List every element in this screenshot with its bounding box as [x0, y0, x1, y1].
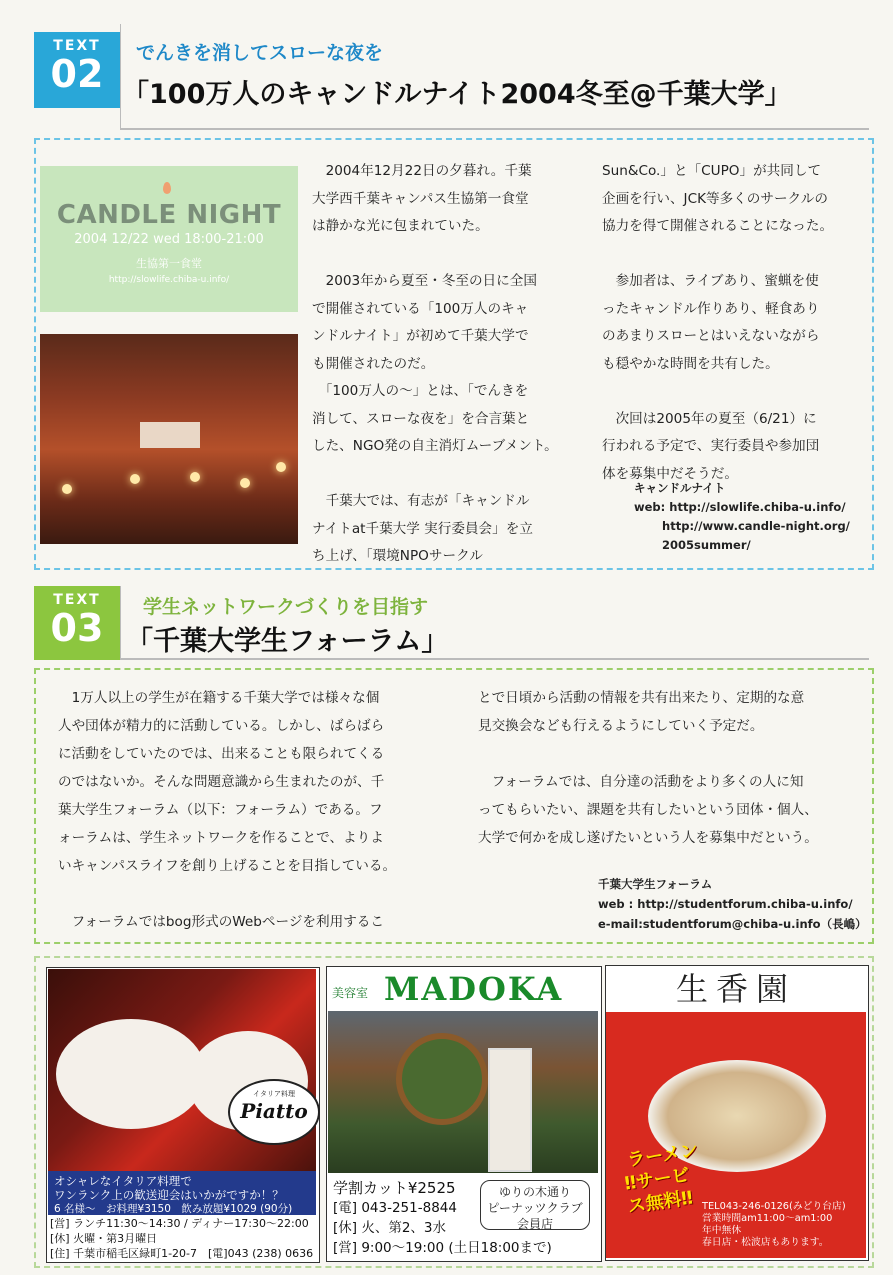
info-line: [営] 9:00〜19:00 (土日18:00まで) — [333, 1240, 552, 1256]
madoka-member-badge — [480, 1180, 590, 1230]
paragraph-line — [602, 241, 833, 269]
ramen-shop-name: 生香園 — [606, 966, 866, 1012]
text03-info-line[interactable]: e-mail:studentforum@chiba-u.info（長嶋） — [598, 917, 867, 931]
paragraph-line: ンドルナイト」が初めて千葉大学で — [312, 328, 529, 344]
plate-image — [56, 1019, 206, 1129]
paragraph-line: フォーラムではbog形式のWebページを利用するこ — [58, 914, 384, 930]
candle-light — [276, 462, 286, 472]
paragraph-line: 「100万人の〜」とは、「でんきを — [312, 383, 529, 399]
paragraph-line: 行われる予定で、実行委員や参加団 — [602, 438, 820, 454]
paragraph-line: 企画を行い、JCK等多くのサークルの — [602, 190, 828, 207]
flame-icon — [163, 182, 171, 194]
piatto-photo — [48, 969, 316, 1171]
candle-light — [240, 478, 250, 488]
text02-info-title: キャンドルナイト — [634, 481, 726, 495]
text03-title: 「千葉大学生フォーラム」 — [126, 626, 449, 657]
piatto-logo: Piatto — [240, 1099, 308, 1123]
text02-tag-label: TEXT — [53, 38, 101, 54]
paragraph-line: も開催されたのだ。 — [312, 355, 435, 372]
ramen-promo — [620, 1139, 706, 1218]
paragraph-line: 見交換会なども行えるようにしていく予定だ。 — [478, 718, 764, 734]
text03-info-line[interactable]: web : http://studentforum.chiba-u.info/ — [598, 897, 853, 911]
badge-line: 会員店 — [516, 1217, 553, 1231]
piatto-logo-badge — [228, 1079, 320, 1145]
paragraph-line: ったキャンドル作りあり、軽食あり — [602, 300, 820, 317]
paragraph-line: とで日頃から活動の情報を共有出来たり、定期的な意 — [478, 690, 805, 706]
paragraph-line: も穏やかな時間を共有した。 — [602, 355, 779, 372]
info-line: [休] 火、第2、3水 — [333, 1220, 447, 1236]
text03-subtitle: 学生ネットワークづくりを目指す — [143, 596, 429, 618]
paragraph-line — [312, 461, 558, 489]
candle-light — [62, 484, 72, 494]
paragraph-line: 大学西千葉キャンパス生協第一食堂 — [312, 190, 529, 207]
shop-sign — [396, 1033, 488, 1125]
paragraph-line: ち上げ、「環境NPOサークル — [312, 548, 483, 564]
badge-line: ゆりの木通り — [498, 1185, 571, 1199]
paragraph-line: に活動をしていたのでは、出来ることも限られてくる — [58, 746, 385, 762]
promo-line: オシャレなイタリア料理で — [54, 1174, 192, 1188]
info-line: 学割カット¥2525 — [333, 1179, 456, 1197]
text02-column-1 — [312, 158, 558, 571]
madoka-prefix: 美容室 — [332, 986, 369, 1000]
paragraph-line: 2004年12月22日の夕暮れ。千葉 — [312, 163, 532, 179]
text02-info — [634, 479, 850, 555]
info-line: 春日店・松波店もあります。 — [702, 1237, 829, 1248]
projector-screen — [140, 422, 200, 448]
paragraph-line — [602, 378, 833, 406]
text02-info-line[interactable]: http://www.candle-night.org/ — [634, 519, 850, 533]
paragraph-line: いキャンパスライフを創り上げることを目指している。 — [58, 858, 397, 874]
paragraph-line: 2003年から夏至・冬至の日に全国 — [312, 273, 537, 289]
text03-tag-label: TEXT — [53, 592, 101, 608]
text03-info-title: 千葉大学生フォーラム — [598, 877, 713, 891]
text03-info — [598, 874, 867, 934]
info-line: [電] 043-251-8844 — [333, 1200, 457, 1216]
paragraph-line: 千葉大では、有志が「キャンドル — [312, 493, 530, 509]
paragraph-line: 次回は2005年の夏至（6/21）に — [602, 410, 817, 427]
text02-tag — [34, 32, 120, 108]
text03-tag-number: 03 — [50, 606, 104, 650]
paragraph-line: フォーラムでは、自分達の活動をより多くの人に知 — [478, 774, 804, 790]
paragraph-line: 人や団体が精力的に活動している。しかし、ばらばら — [58, 718, 385, 734]
paragraph-line: した、NGO発の自主消灯ムーブメント。 — [312, 438, 558, 454]
text02-column-2 — [602, 158, 833, 488]
paragraph-line: のではないか。そんな問題意識から生まれたのが、千 — [58, 774, 385, 790]
text02-info-line[interactable]: 2005summer/ — [634, 538, 751, 552]
paragraph-line: 参加者は、ライブあり、蜜蝋を使 — [602, 273, 819, 289]
candle-night-place: 生協第一食堂 — [136, 257, 202, 270]
paragraph-line: 協力を得て開催されることになった。 — [602, 218, 834, 234]
info-line: 営業時間am11:00〜am1:00 — [702, 1213, 833, 1224]
candle-night-url: http://slowlife.chiba-u.info/ — [108, 275, 230, 285]
paragraph-line: Sun&Co.」と「CUPO」が共同して — [602, 163, 822, 179]
promo-line: 6 名様〜 お料理¥3150 飲み放題¥1029 (90分) — [54, 1203, 293, 1215]
paragraph-line: のあまりスローとはいえないながら — [602, 328, 820, 344]
badge-line: ピーナッツクラブ — [487, 1201, 583, 1215]
piatto-promo-band — [48, 1171, 316, 1215]
text02-info-line[interactable]: web: http://slowlife.chiba-u.info/ — [634, 500, 846, 514]
paragraph-line: 大学で何かを成し遂げたいという人を募集中だという。 — [478, 830, 818, 846]
promo-line: ‼サービ — [623, 1164, 691, 1195]
paragraph-line — [58, 880, 396, 908]
paragraph-line: 消して、スローな夜を」を合言葉と — [312, 410, 530, 427]
text02-tag-number: 02 — [50, 52, 104, 96]
paragraph-line — [312, 241, 558, 269]
text03-column-1 — [58, 684, 396, 936]
candle-night-heading: CANDLE NIGHT — [56, 200, 282, 230]
text03-tag — [34, 586, 120, 660]
info-line: 年中無休 — [702, 1225, 742, 1236]
paragraph-line: ナイトat千葉大学 実行委員会」を立 — [312, 520, 533, 537]
madoka-name: MADOKA — [384, 970, 564, 1008]
info-line: [休] 火曜・第3月曜日 — [50, 1232, 158, 1245]
paragraph-line: 葉大学生フォーラム（以下：フォーラム）である。フ — [58, 802, 383, 818]
paragraph-line — [478, 740, 818, 768]
candle-light — [130, 474, 140, 484]
paragraph-line: 体を募集中だそうだ。 — [602, 465, 738, 482]
event-photo — [40, 334, 298, 544]
ramen-info — [702, 1201, 846, 1249]
info-line: [住] 千葉市稲毛区緑町1-20-7 [電]043 (238) 0636 — [50, 1247, 314, 1260]
paragraph-line: 1万人以上の学生が在籍する千葉大学では様々な個 — [58, 690, 380, 706]
candle-night-date: 2004 12/22 wed 18:00-21:00 — [74, 232, 264, 247]
paragraph-line: ってもらいたい、課題を共有したいという団体・個人、 — [478, 802, 818, 818]
promo-line: ラーメン — [626, 1140, 700, 1171]
madoka-header — [328, 968, 598, 1010]
paragraph-line: で開催されている「100万人のキャ — [312, 300, 529, 317]
paragraph-line: ォーラムは、学生ネットワークを作ることで、よりよ — [58, 830, 384, 846]
paragraph-line: は静かな光に包まれていた。 — [312, 218, 489, 234]
promo-line: ス無料‼ — [626, 1187, 695, 1218]
info-line: [営] ランチ11:30〜14:30 / ディナー17:30〜22:00 — [50, 1217, 309, 1230]
text02-subtitle: でんきを消してスローな夜を — [136, 42, 384, 64]
candle-light — [190, 472, 200, 482]
promo-line: ワンランク上の歓送迎会はいかがですか！？ — [54, 1188, 284, 1202]
info-line: TEL043-246-0126(みどり台店) — [702, 1201, 846, 1212]
candle-night-graphic — [40, 166, 298, 312]
piatto-logo-small: イタリア料理 — [253, 1090, 295, 1098]
text02-title: 「100万人のキャンドルナイト2004冬至@千葉大学」 — [122, 79, 792, 110]
storefront-door — [488, 1048, 532, 1172]
madoka-storefront-photo — [328, 1011, 598, 1173]
text03-column-2 — [478, 684, 818, 852]
piatto-info — [50, 1216, 313, 1261]
